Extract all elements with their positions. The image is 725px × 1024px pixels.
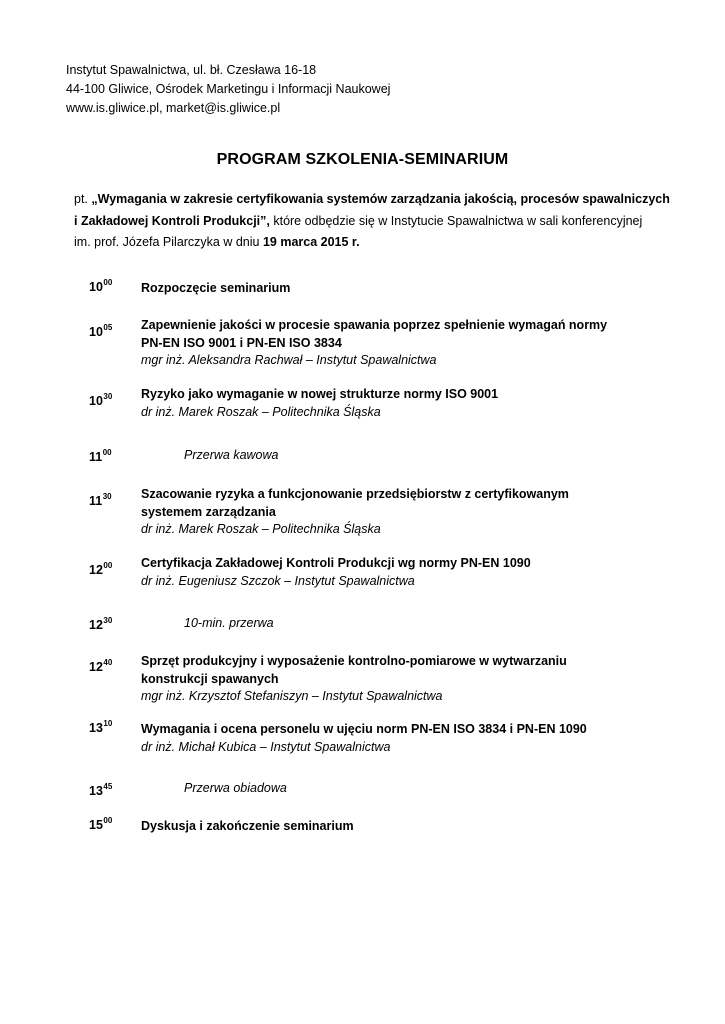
- intro-line-3: [74, 232, 694, 254]
- agenda-time: [89, 618, 112, 632]
- agenda-time: [89, 660, 112, 674]
- agenda-title: Certyfikacja Zakładowej Kontroli Produkcji wg normy PN-EN 1090: [141, 556, 531, 570]
- agenda-hour: 10: [89, 280, 103, 294]
- agenda-title: Wymagania i ocena personelu w ujęciu norm PN-EN ISO 3834 i PN-EN 1090: [141, 722, 587, 736]
- agenda-break: 10-min. przerwa: [184, 616, 274, 630]
- agenda-title: Ryzyko jako wymaganie w nowej strukturze normy ISO 9001: [141, 387, 499, 401]
- agenda-minute: 30: [103, 616, 113, 625]
- agenda-title-line: systemem zarządzania: [141, 504, 276, 519]
- agenda-hour: 11: [89, 494, 103, 508]
- agenda-break: Przerwa obiadowa: [184, 781, 287, 795]
- agenda-content: [141, 317, 701, 370]
- agenda-time: [89, 784, 112, 798]
- agenda-title-line: PN-EN ISO 9001 i PN-EN ISO 3834: [141, 335, 342, 350]
- agenda-title-line: Sprzęt produkcyjny i wyposażenie kontrolno-pomiarowe w wytwarzaniu: [141, 654, 567, 668]
- agenda-title-line: Zapewnienie jakości w procesie spawania poprzez spełnienie wymagań normy: [141, 318, 608, 332]
- agenda-speaker: dr inż. Michał Kubica – Instytut Spawalnictwa: [141, 739, 391, 754]
- agenda-time: [89, 450, 112, 464]
- agenda-content: [141, 653, 701, 706]
- agenda-time: [89, 721, 112, 735]
- agenda-speaker: dr inż. Marek Roszak – Politechnika Śląska: [141, 404, 381, 419]
- agenda-minute: 30: [103, 392, 113, 401]
- seminar-intro: [74, 189, 694, 254]
- agenda-hour: 12: [89, 618, 103, 632]
- institute-header: [66, 61, 390, 118]
- agenda-minute: 05: [103, 323, 113, 332]
- agenda-title: Rozpoczęcie seminarium: [141, 281, 291, 295]
- agenda-time: [89, 563, 112, 577]
- agenda-hour: 11: [89, 450, 103, 464]
- agenda-minute: 00: [103, 816, 113, 825]
- agenda-minute: 10: [103, 719, 113, 728]
- agenda-content: [141, 818, 701, 836]
- agenda-hour: 13: [89, 784, 103, 798]
- agenda-hour: 10: [89, 394, 103, 408]
- agenda-title-line: Szacowanie ryzyka a funkcjonowanie przedsiębiorstw z certyfikowanym: [141, 487, 569, 501]
- agenda-minute: 00: [103, 561, 113, 570]
- agenda-time: [89, 394, 112, 408]
- agenda-hour: 13: [89, 721, 103, 735]
- intro-venue-text: które odbędzie się w Instytucie Spawalnictwa w sali konferencyjnej: [269, 213, 643, 228]
- intro-date-text: im. prof. Józefa Pilarczyka w dniu: [74, 235, 263, 249]
- intro-line-2: [74, 211, 694, 233]
- agenda-hour: 12: [89, 660, 103, 674]
- agenda-time: [89, 494, 112, 508]
- agenda-hour: 12: [89, 563, 103, 577]
- intro-topic-part-2: i Zakładowej Kontroli Produkcji”,: [74, 213, 270, 228]
- agenda-title: Dyskusja i zakończenie seminarium: [141, 819, 354, 833]
- agenda-content: [141, 721, 701, 756]
- intro-date: 19 marca 2015 r.: [262, 235, 360, 249]
- agenda-break: Przerwa kawowa: [184, 448, 279, 462]
- agenda-hour: 10: [89, 325, 103, 339]
- agenda-minute: 00: [103, 278, 113, 287]
- intro-line-1: [74, 189, 694, 211]
- agenda-content: [141, 386, 701, 421]
- agenda-speaker: mgr inż. Krzysztof Stefaniszyn – Instytut Spawalnictwa: [141, 689, 443, 703]
- agenda-time: [89, 280, 112, 294]
- agenda-speaker: dr inż. Eugeniusz Szczok – Instytut Spawalnictwa: [141, 573, 415, 588]
- agenda-content: [141, 280, 701, 298]
- agenda-time: [89, 818, 112, 832]
- agenda-minute: 00: [102, 448, 112, 457]
- header-address-line: Instytut Spawalnictwa, ul. bł. Czesława 16-18: [66, 63, 317, 77]
- agenda-minute: 30: [102, 492, 112, 501]
- page-title: PROGRAM SZKOLENIA-SEMINARIUM: [216, 151, 509, 168]
- agenda-speaker: dr inż. Marek Roszak – Politechnika Śląska: [141, 522, 381, 536]
- agenda-content: [141, 555, 701, 590]
- agenda-minute: 40: [103, 658, 113, 667]
- agenda-minute: 45: [103, 782, 113, 791]
- intro-prefix: pt.: [74, 192, 92, 206]
- agenda-content: [141, 486, 701, 539]
- agenda-speaker: mgr inż. Aleksandra Rachwał – Instytut Spawalnictwa: [141, 353, 437, 367]
- intro-topic-part-1: „Wymagania w zakresie certyfikowania systemów zarządzania jakością, procesów spawalniczych: [91, 192, 670, 206]
- agenda-title-line: konstrukcji spawanych: [141, 671, 279, 686]
- header-department-line: 44-100 Gliwice, Ośrodek Marketingu i Informacji Naukowej: [66, 82, 391, 96]
- agenda-hour: 15: [89, 818, 103, 832]
- agenda-time: [89, 325, 112, 339]
- header-contact-line: www.is.gliwice.pl, market@is.gliwice.pl: [66, 101, 281, 115]
